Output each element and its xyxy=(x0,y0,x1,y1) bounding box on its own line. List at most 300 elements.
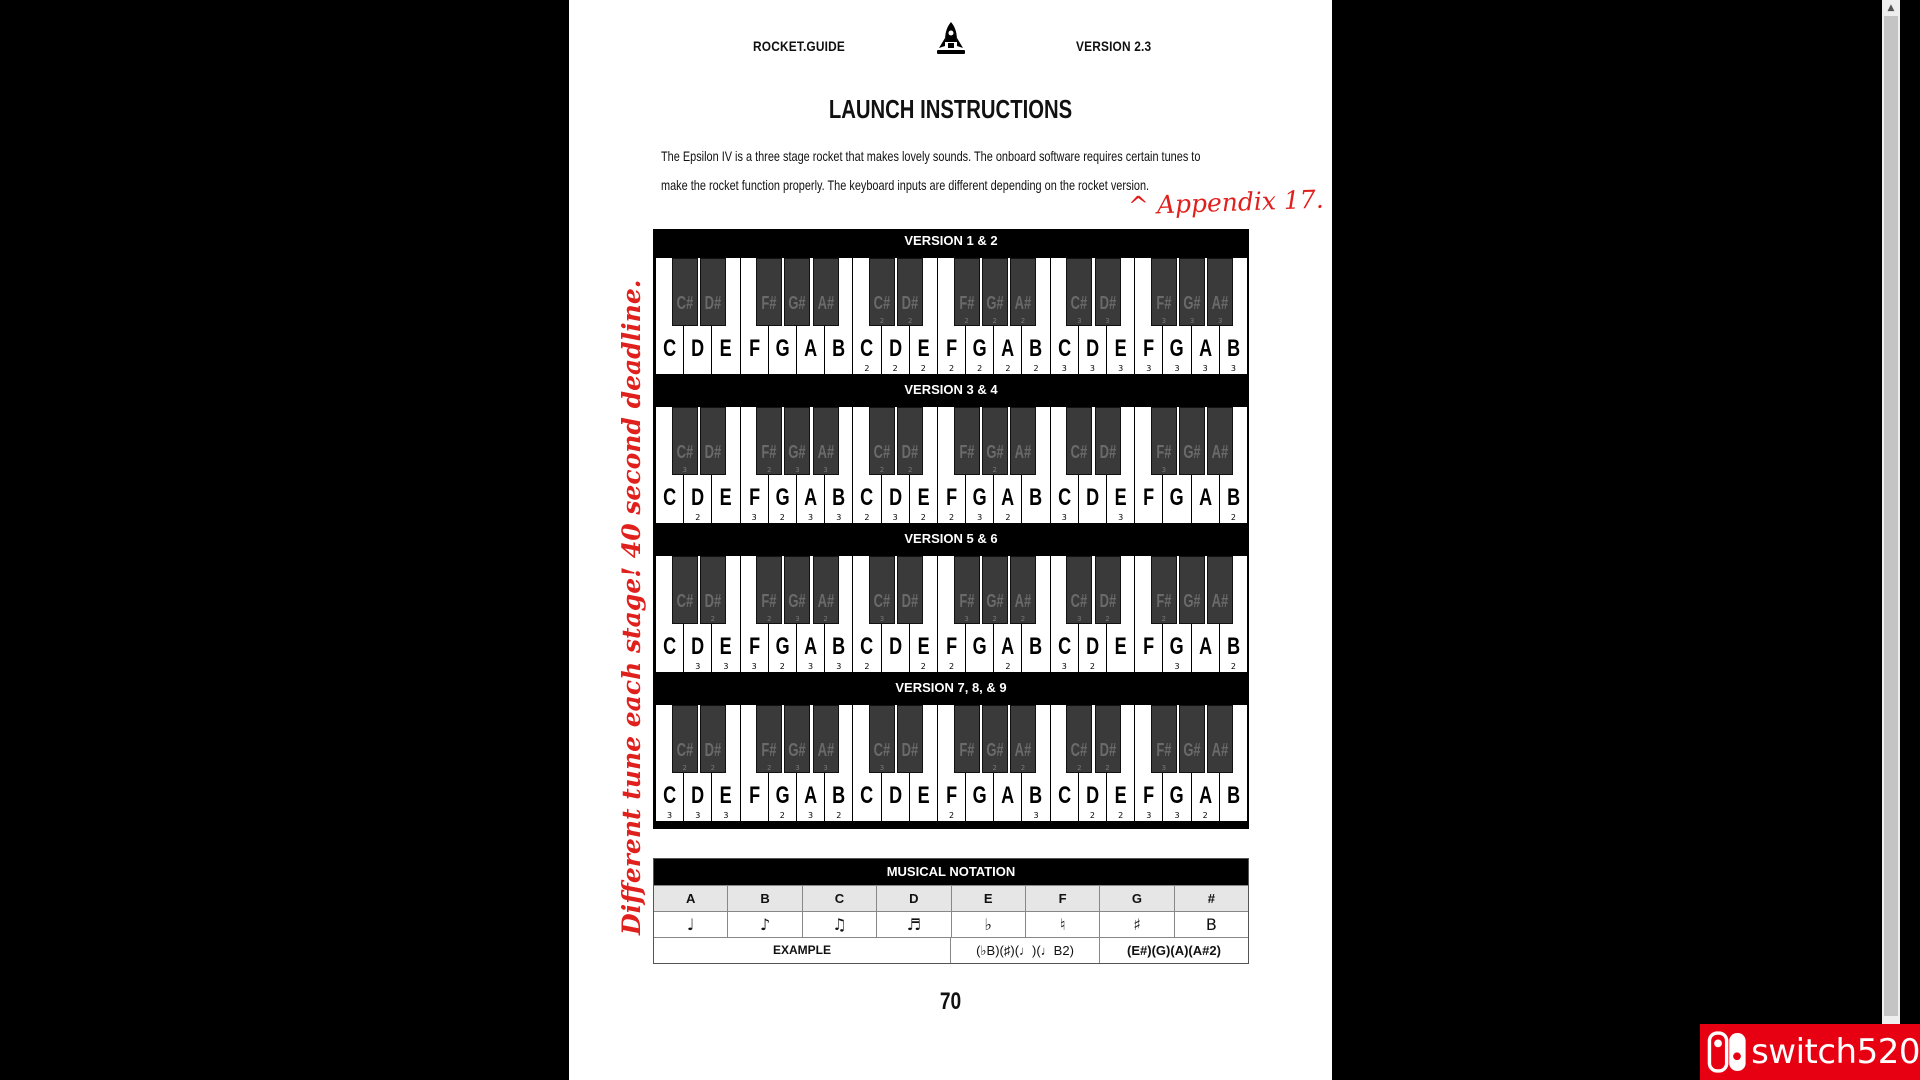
white-key-octave: 3 xyxy=(723,811,729,820)
white-key-note: D xyxy=(888,484,902,511)
black-key xyxy=(1151,258,1177,326)
white-key-octave: 2 xyxy=(892,364,898,373)
white-key-note: A xyxy=(804,782,818,809)
black-key xyxy=(897,556,923,624)
black-key-note: D# xyxy=(1099,740,1116,760)
black-key-note: C# xyxy=(676,442,693,462)
white-key-note: G xyxy=(1170,633,1185,660)
white-key-note: A xyxy=(804,335,818,362)
black-key xyxy=(813,556,839,624)
white-key-octave: 3 xyxy=(836,662,842,671)
white-key-octave: 3 xyxy=(977,513,983,522)
rocket-icon xyxy=(933,20,969,58)
black-key-note: C# xyxy=(873,740,891,760)
black-key xyxy=(982,705,1008,773)
black-key xyxy=(700,407,726,475)
notation-example-row xyxy=(654,937,1248,963)
black-key-note: F# xyxy=(1156,293,1172,313)
white-key-octave: 2 xyxy=(1230,662,1236,671)
white-key-note: E xyxy=(917,633,930,660)
piano-keyboard xyxy=(655,257,1247,375)
white-key-octave: 3 xyxy=(1061,364,1067,373)
black-key-note: F# xyxy=(959,442,975,462)
white-key-note: G xyxy=(972,782,987,809)
black-key-note: C# xyxy=(676,591,693,611)
white-key-octave: 3 xyxy=(1202,364,1208,373)
white-key-note: B xyxy=(832,335,846,362)
nintendo-switch-icon xyxy=(1706,1027,1749,1077)
black-key-note: C# xyxy=(1071,740,1088,760)
notation-symbol: ♭ xyxy=(952,912,1026,937)
white-key-note: B xyxy=(1226,782,1240,809)
white-key-octave: 2 xyxy=(948,811,955,820)
black-key xyxy=(1207,556,1233,624)
black-key xyxy=(1179,407,1205,475)
black-key-note: G# xyxy=(788,442,807,462)
document-page xyxy=(569,0,1332,1080)
notation-note-header: # xyxy=(1207,891,1215,906)
white-key-octave: 2 xyxy=(779,513,785,522)
white-key-note: B xyxy=(832,484,846,511)
black-key-octave: 3 xyxy=(795,764,800,772)
black-key-octave: 3 xyxy=(823,466,828,474)
notation-note-header: G xyxy=(1100,886,1174,911)
white-key-octave: 2 xyxy=(948,513,955,522)
white-key-note: F xyxy=(748,782,760,809)
black-key xyxy=(1179,705,1205,773)
black-key xyxy=(784,258,810,326)
black-key-octave: 2 xyxy=(682,764,687,772)
black-key-note: G# xyxy=(986,293,1004,313)
black-key xyxy=(700,705,726,773)
notation-note-header: F xyxy=(1026,886,1100,911)
black-key xyxy=(1010,258,1036,326)
black-key xyxy=(672,705,698,773)
white-key-octave: 3 xyxy=(1174,811,1180,820)
white-key-note: B xyxy=(1029,782,1043,809)
black-key-note: A# xyxy=(1212,442,1229,462)
black-key-note: C# xyxy=(873,293,891,313)
white-key-note: E xyxy=(719,484,732,511)
black-key-octave: 3 xyxy=(879,615,885,623)
black-key xyxy=(1207,407,1233,475)
black-key xyxy=(1151,556,1177,624)
black-key xyxy=(982,258,1008,326)
black-key-octave: 2 xyxy=(992,466,997,474)
white-key-octave: 3 xyxy=(1118,364,1124,373)
black-key xyxy=(784,556,810,624)
black-key-note: F# xyxy=(1156,591,1172,611)
white-key-octave: 3 xyxy=(751,662,757,671)
white-key-note: G xyxy=(1170,782,1185,809)
white-key-octave: 3 xyxy=(892,513,898,522)
white-key-note: E xyxy=(719,335,732,362)
black-key-note: A# xyxy=(1212,293,1229,313)
header-version: VERSION 2.3 xyxy=(1076,38,1152,54)
handwritten-appendix-note: ^ Appendix 17. xyxy=(1127,184,1325,221)
black-key-note: A# xyxy=(1014,591,1032,611)
black-key-note: F# xyxy=(959,740,975,760)
notation-symbol: ♮ xyxy=(1026,912,1100,937)
black-key xyxy=(982,556,1008,624)
white-key-octave: 2 xyxy=(864,364,870,373)
black-key-octave: 3 xyxy=(682,466,687,474)
white-key-octave: 3 xyxy=(1118,513,1124,522)
white-key-octave: 3 xyxy=(751,513,757,522)
white-key-octave: 2 xyxy=(948,662,955,671)
black-key xyxy=(1010,556,1036,624)
white-key-note: E xyxy=(1114,484,1127,511)
black-key-octave: 2 xyxy=(1020,317,1026,325)
black-key-note: A# xyxy=(1014,442,1032,462)
black-key-note: C# xyxy=(676,293,693,313)
black-key-octave: 3 xyxy=(1077,615,1082,623)
black-key-octave: 3 xyxy=(795,466,800,474)
black-key-octave: 2 xyxy=(879,317,885,325)
black-key xyxy=(1179,258,1205,326)
notation-note-header: C xyxy=(803,886,877,911)
black-key-note: A# xyxy=(1014,740,1032,760)
intro-paragraph: The Epsilon IV is a three stage rocket that makes lovely sounds. The onboard software requires certain tunes to make the rocket function properly. The keyboard inputs are different depending on the rocket version. xyxy=(661,148,1201,193)
white-key-octave: 2 xyxy=(920,662,926,671)
white-key-octave: 3 xyxy=(1146,811,1152,820)
black-key-note: F# xyxy=(1156,740,1172,760)
white-key-note: D xyxy=(1085,484,1099,511)
black-key xyxy=(1095,407,1121,475)
black-key-note: D# xyxy=(901,293,919,313)
black-key xyxy=(869,556,895,624)
white-key-octave: 2 xyxy=(920,364,926,373)
black-key-note: C# xyxy=(1071,591,1088,611)
keyboard-section xyxy=(653,527,1249,676)
white-key-note: G xyxy=(972,335,987,362)
notation-title: MUSICAL NOTATION xyxy=(654,859,1248,885)
notation-symbol: ♪ xyxy=(728,912,802,937)
black-key-note: G# xyxy=(1183,293,1201,313)
page-title: LAUNCH INSTRUCTIONS xyxy=(828,94,1073,124)
black-key xyxy=(756,705,782,773)
black-key-octave: 2 xyxy=(767,466,772,474)
white-key-note: E xyxy=(1114,335,1127,362)
black-key-octave: 3 xyxy=(1077,317,1082,325)
black-key-note: A# xyxy=(1014,293,1032,313)
black-key xyxy=(813,258,839,326)
black-key xyxy=(756,556,782,624)
black-key xyxy=(1095,705,1121,773)
black-key xyxy=(1066,407,1092,475)
white-key-note: D xyxy=(1085,633,1099,660)
black-key xyxy=(954,407,980,475)
black-key-note: F# xyxy=(959,591,975,611)
black-key-note: C# xyxy=(873,591,891,611)
white-key-octave: 2 xyxy=(1033,364,1039,373)
black-key-note: D# xyxy=(1099,591,1116,611)
notation-note-header: A xyxy=(654,886,728,911)
white-key-octave: 2 xyxy=(977,364,983,373)
piano-keyboard xyxy=(655,704,1247,822)
white-key-octave: 2 xyxy=(1089,662,1095,671)
white-key-note: D xyxy=(691,335,705,362)
white-key-note: A xyxy=(1198,633,1212,660)
notation-note-header: D xyxy=(877,886,951,911)
white-key-note: B xyxy=(832,633,846,660)
white-key-note: A xyxy=(1001,782,1015,809)
white-key-octave: 3 xyxy=(1089,364,1095,373)
black-key-note: A# xyxy=(817,293,834,313)
black-key xyxy=(1066,258,1092,326)
white-key-note: A xyxy=(1001,484,1015,511)
keyboard-section xyxy=(653,378,1249,527)
black-key xyxy=(756,407,782,475)
black-key-note: D# xyxy=(704,293,722,313)
black-key-note: G# xyxy=(986,740,1004,760)
black-key-note: D# xyxy=(704,442,722,462)
white-key-octave: 2 xyxy=(695,513,701,522)
notation-note-header: B xyxy=(728,886,802,911)
white-key-note: C xyxy=(1057,484,1071,511)
handwritten-deadline-note: Different tune each stage! 40 second deadline. xyxy=(617,279,646,935)
white-key-note: G xyxy=(972,484,987,511)
black-key-note: C# xyxy=(1071,442,1088,462)
black-key-note: D# xyxy=(1099,293,1116,313)
white-key-note: C xyxy=(1057,335,1071,362)
black-key xyxy=(813,407,839,475)
white-key-octave: 3 xyxy=(1061,513,1067,522)
white-key-note: A xyxy=(1198,335,1212,362)
black-key-note: G# xyxy=(1183,442,1201,462)
black-key xyxy=(700,258,726,326)
black-key xyxy=(869,705,895,773)
notation-symbol: ♩ xyxy=(654,912,728,937)
black-key-octave: 2 xyxy=(964,317,969,325)
white-key-note: B xyxy=(1029,633,1043,660)
black-key-note: G# xyxy=(788,293,807,313)
white-key-note: E xyxy=(719,782,732,809)
white-key-octave: 2 xyxy=(779,811,785,820)
white-key-note: B xyxy=(832,782,846,809)
keyboard-version-label: VERSION 3 & 4 xyxy=(904,382,998,397)
musical-notation-table xyxy=(653,858,1249,964)
keyboard-section xyxy=(653,676,1249,825)
white-key-note: D xyxy=(1085,782,1099,809)
white-key-note: E xyxy=(1114,782,1127,809)
black-key-octave: 3 xyxy=(1161,764,1167,772)
black-key-octave: 3 xyxy=(964,615,969,623)
white-key-note: C xyxy=(860,633,874,660)
black-key-note: F# xyxy=(959,293,975,313)
example-label: EXAMPLE xyxy=(654,938,951,963)
black-key-note: F# xyxy=(761,591,777,611)
white-key-note: C xyxy=(860,484,874,511)
white-key-note: C xyxy=(663,782,677,809)
keyboard-section xyxy=(653,229,1249,378)
white-key-note: F xyxy=(1143,633,1155,660)
black-key-octave: 3 xyxy=(1161,317,1167,325)
notation-symbol-row xyxy=(654,911,1248,937)
white-key-note: E xyxy=(1114,633,1127,660)
white-key-note: F xyxy=(748,335,760,362)
piano-keyboard xyxy=(655,406,1247,524)
white-key-note: C xyxy=(663,484,677,511)
black-key xyxy=(1207,258,1233,326)
white-key-note: G xyxy=(1170,484,1185,511)
page-number: 70 xyxy=(939,988,962,1015)
black-key-octave: 2 xyxy=(1105,615,1110,623)
black-key xyxy=(813,705,839,773)
white-key-note: C xyxy=(663,633,677,660)
white-key-octave: 2 xyxy=(1089,811,1095,820)
white-key-note: D xyxy=(691,633,705,660)
black-key-octave: 2 xyxy=(992,317,997,325)
notation-symbol: ♯ xyxy=(1100,912,1174,937)
white-key-octave: 3 xyxy=(1174,364,1180,373)
white-key-note: E xyxy=(917,484,930,511)
white-key-note: F xyxy=(945,782,957,809)
white-key-octave: 3 xyxy=(836,513,842,522)
white-key-octave: 2 xyxy=(1230,513,1236,522)
white-key-note: D xyxy=(888,335,902,362)
notation-symbol: ♬ xyxy=(877,912,951,937)
black-key xyxy=(1207,705,1233,773)
black-key xyxy=(700,556,726,624)
white-key-octave: 2 xyxy=(1202,811,1208,820)
white-key-octave: 3 xyxy=(807,513,814,522)
black-key-note: G# xyxy=(986,591,1004,611)
white-key-octave: 3 xyxy=(1061,662,1067,671)
white-key-note: F xyxy=(1143,335,1155,362)
white-key-note: F xyxy=(945,484,957,511)
white-key-octave: 2 xyxy=(1118,811,1124,820)
black-key-octave: 3 xyxy=(795,615,800,623)
black-key-octave: 2 xyxy=(1077,764,1082,772)
white-key-octave: 2 xyxy=(1005,662,1011,671)
white-key-note: A xyxy=(1001,633,1015,660)
white-key-octave: 3 xyxy=(1146,364,1152,373)
white-key-note: F xyxy=(1143,484,1155,511)
black-key-octave: 3 xyxy=(823,764,828,772)
black-key xyxy=(869,258,895,326)
keyboard-version-label: VERSION 1 & 2 xyxy=(904,233,998,248)
white-key-note: F xyxy=(1143,782,1155,809)
white-key-note: C xyxy=(1057,782,1071,809)
keyboard-diagrams xyxy=(653,229,1249,829)
black-key xyxy=(897,705,923,773)
white-key-note: D xyxy=(691,782,705,809)
white-key-octave: 2 xyxy=(1005,364,1011,373)
black-key xyxy=(672,258,698,326)
black-key xyxy=(784,407,810,475)
white-key-note: G xyxy=(775,782,790,809)
black-key-octave: 3 xyxy=(1161,466,1167,474)
black-key-octave: 2 xyxy=(907,466,913,474)
black-key-octave: 2 xyxy=(1161,615,1167,623)
black-key-note: A# xyxy=(817,740,834,760)
white-key-note: B xyxy=(1029,335,1043,362)
scroll-up-arrow-icon[interactable]: ▲ xyxy=(1887,3,1895,13)
white-key-note: A xyxy=(804,633,818,660)
white-key-note: D xyxy=(888,782,902,809)
black-key-note: G# xyxy=(1183,591,1201,611)
black-key-note: F# xyxy=(761,442,777,462)
white-key-octave: 3 xyxy=(807,662,814,671)
white-key-note: B xyxy=(1226,484,1240,511)
piano-keyboard xyxy=(655,555,1247,673)
black-key-note: D# xyxy=(901,740,919,760)
black-key xyxy=(672,407,698,475)
white-key-octave: 3 xyxy=(807,811,814,820)
black-key-note: D# xyxy=(901,591,919,611)
white-key-note: A xyxy=(1001,335,1015,362)
white-key-note: F xyxy=(945,633,957,660)
white-key-note: D xyxy=(1085,335,1099,362)
black-key-octave: 2 xyxy=(992,615,997,623)
white-key-octave: 3 xyxy=(1230,364,1236,373)
black-key-note: F# xyxy=(761,740,777,760)
white-key-note: C xyxy=(1057,633,1071,660)
white-key-octave: 3 xyxy=(667,811,673,820)
white-key-note: G xyxy=(1170,335,1185,362)
white-key-octave: 3 xyxy=(695,811,701,820)
white-key-octave: 2 xyxy=(779,662,785,671)
white-key-note: E xyxy=(719,633,732,660)
black-key-octave: 2 xyxy=(767,615,772,623)
black-key-note: F# xyxy=(1156,442,1172,462)
white-key-octave: 2 xyxy=(864,513,870,522)
black-key xyxy=(784,705,810,773)
white-key-note: A xyxy=(1198,782,1212,809)
black-key-octave: 2 xyxy=(1020,764,1026,772)
scrollbar-thumb[interactable] xyxy=(1884,16,1898,1016)
white-key-note: C xyxy=(860,335,874,362)
black-key-note: G# xyxy=(788,740,807,760)
black-key xyxy=(954,705,980,773)
black-key xyxy=(1151,407,1177,475)
black-key-octave: 2 xyxy=(710,764,716,772)
black-key xyxy=(869,407,895,475)
white-key-note: G xyxy=(775,484,790,511)
white-key-note: C xyxy=(860,782,874,809)
white-key-note: E xyxy=(917,782,930,809)
black-key-octave: 2 xyxy=(907,317,913,325)
notation-header-row xyxy=(654,885,1248,911)
white-key-note: C xyxy=(663,335,677,362)
black-key xyxy=(1151,705,1177,773)
black-key-note: A# xyxy=(1212,591,1229,611)
black-key-note: F# xyxy=(761,293,777,313)
watermark-badge xyxy=(1700,1024,1920,1080)
black-key-octave: 2 xyxy=(992,764,997,772)
black-key xyxy=(1066,556,1092,624)
black-key-octave: 2 xyxy=(710,615,716,623)
white-key-octave: 3 xyxy=(1033,811,1039,820)
white-key-octave: 2 xyxy=(864,662,870,671)
black-key-note: G# xyxy=(788,591,807,611)
black-key xyxy=(897,407,923,475)
black-key-octave: 2 xyxy=(823,615,828,623)
white-key-note: D xyxy=(691,484,705,511)
white-key-note: B xyxy=(1029,484,1043,511)
white-key-octave: 2 xyxy=(1005,513,1011,522)
white-key-note: B xyxy=(1226,335,1240,362)
black-key xyxy=(897,258,923,326)
black-key-octave: 3 xyxy=(879,764,885,772)
white-key-note: G xyxy=(972,633,987,660)
white-key-note: G xyxy=(775,633,790,660)
black-key-note: D# xyxy=(704,591,722,611)
watermark-text: switch520 xyxy=(1751,1032,1920,1072)
black-key xyxy=(1095,258,1121,326)
black-key-note: A# xyxy=(817,591,834,611)
